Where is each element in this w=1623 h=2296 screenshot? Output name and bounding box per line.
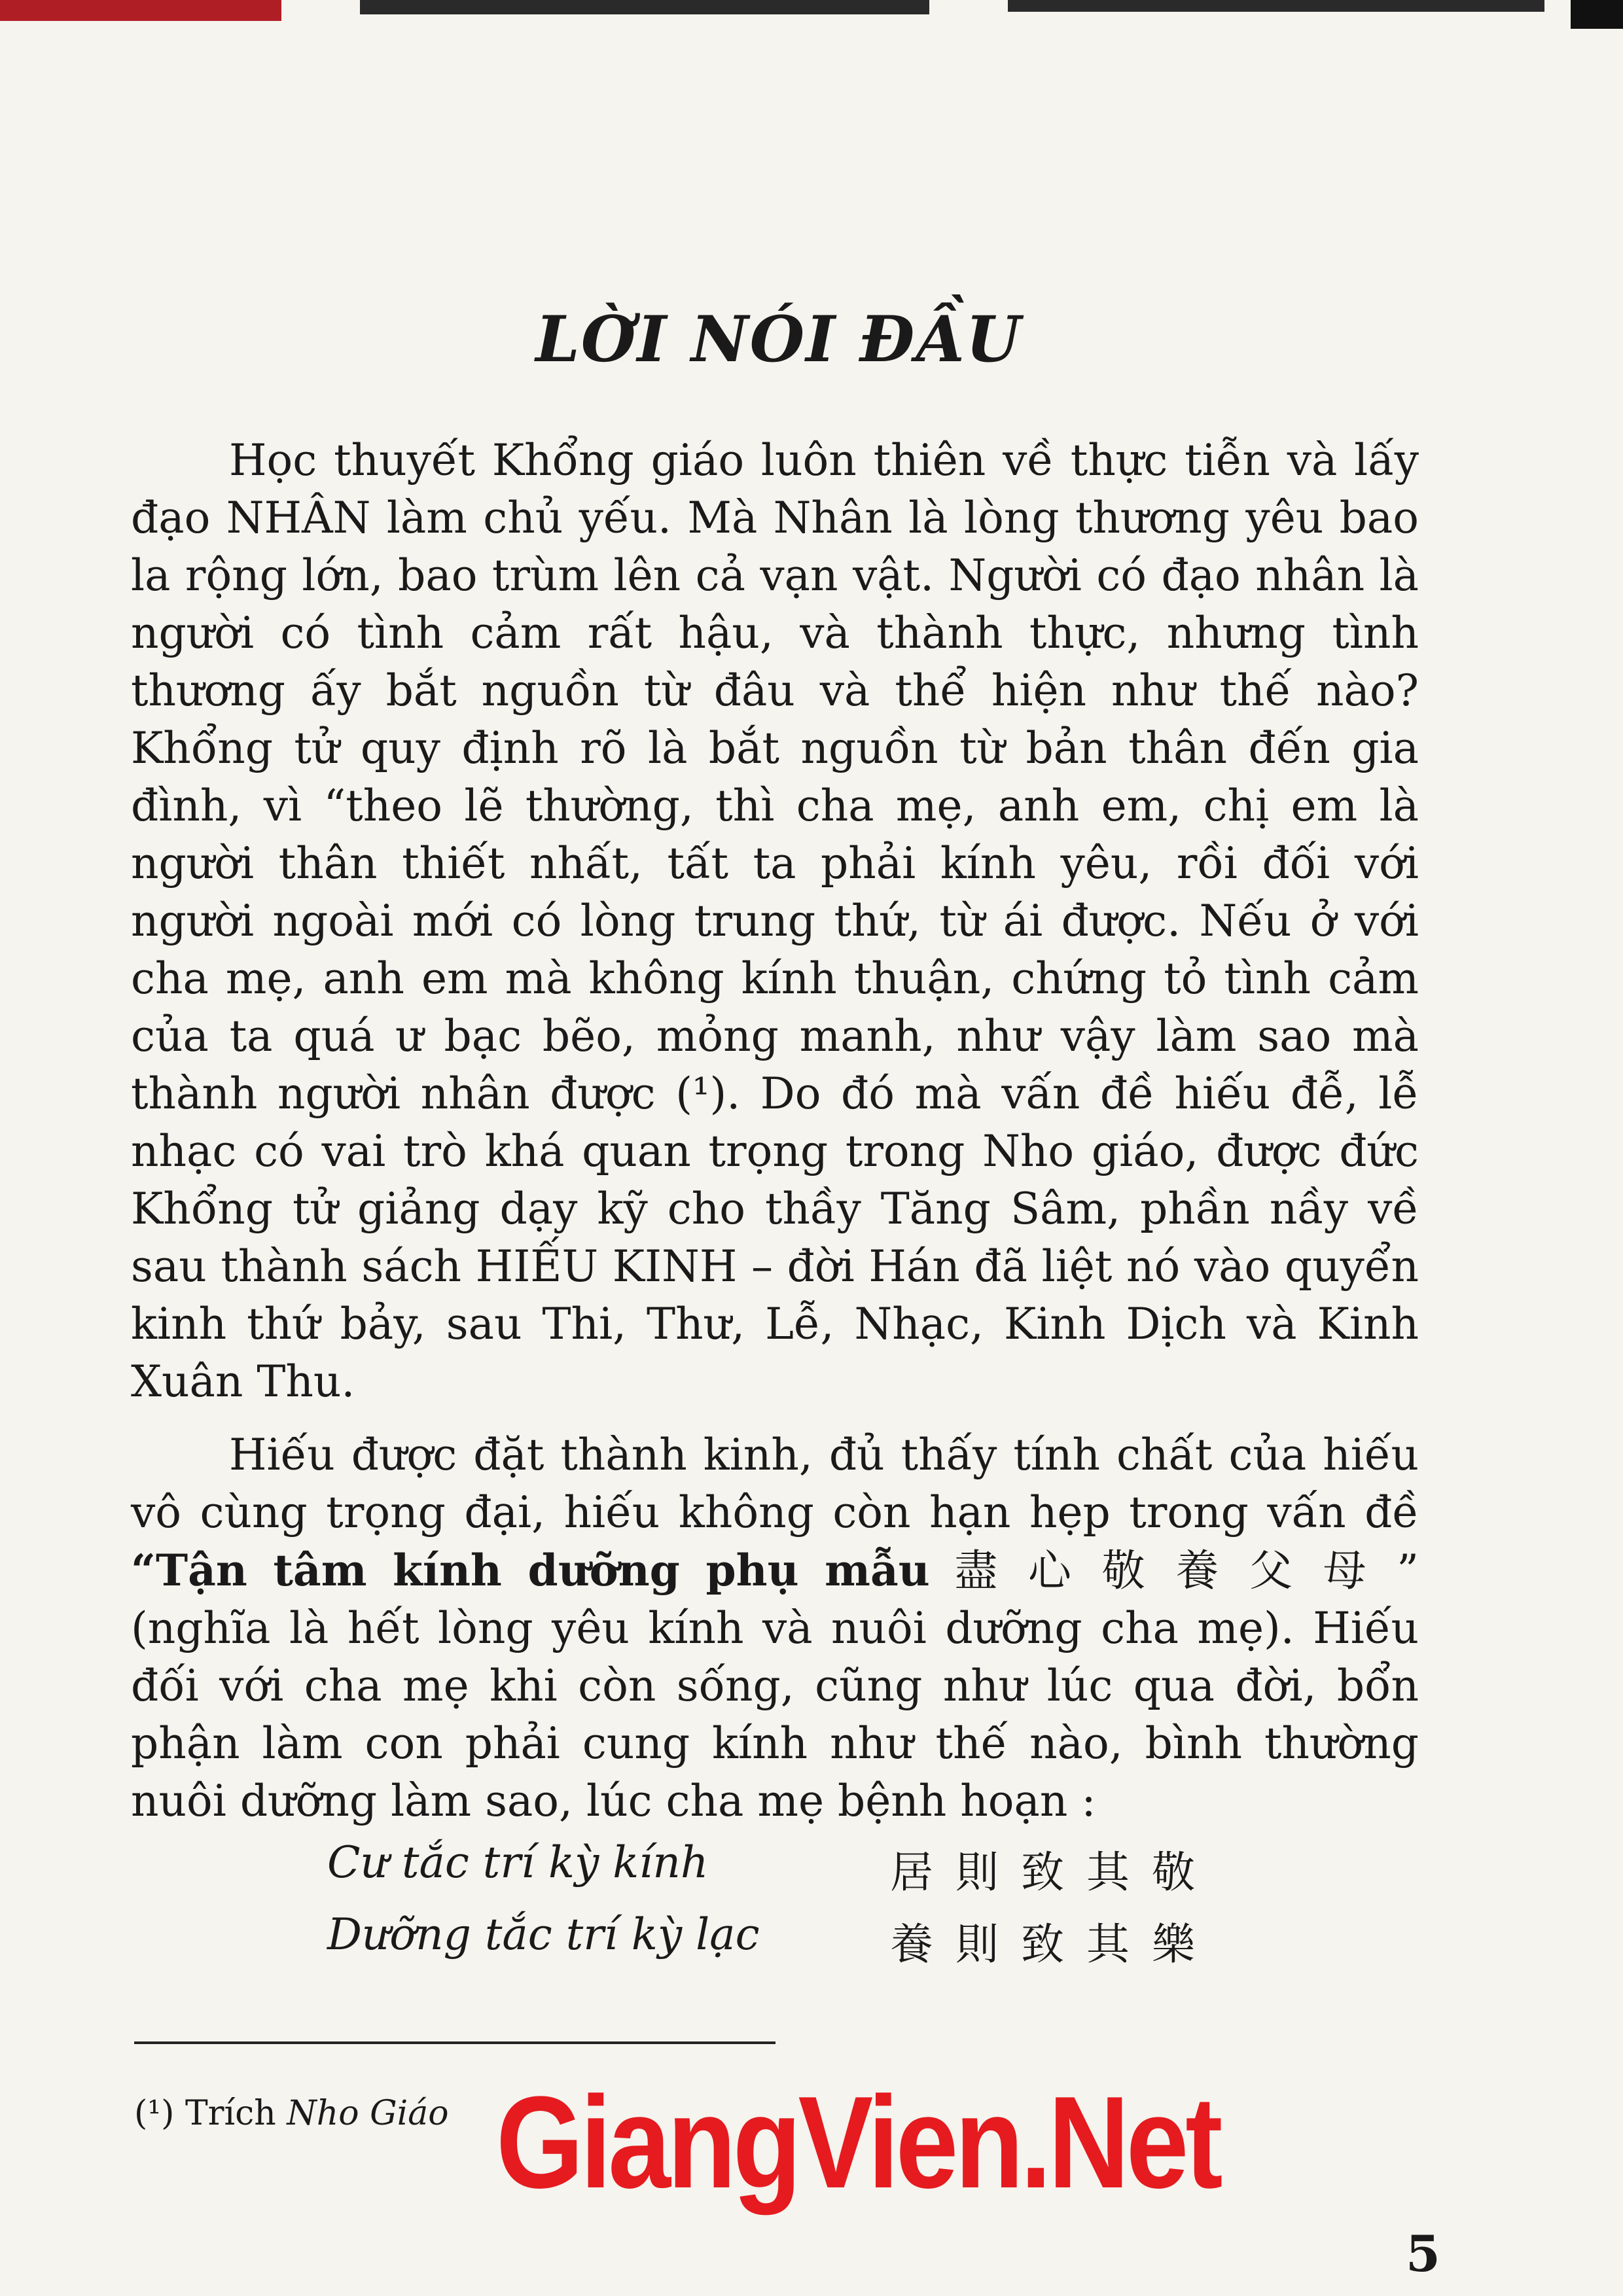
footnote: [134, 2094, 449, 2133]
paragraph-2: [131, 1426, 1419, 1830]
scan-edge-corner: [1571, 0, 1623, 29]
bold-phrase: “Tận tâm kính dưỡng phụ mẫu: [131, 1545, 930, 1596]
footnote-marker: (¹): [134, 2094, 175, 2133]
footnote-divider: [134, 2041, 776, 2044]
scan-edge-dark: [1008, 0, 1544, 12]
paragraph-1: Học thuyết Khổng giáo luôn thiên về thực tiễn và lấy đạo NHÂN làm chủ yếu. Mà Nhân là lòng thương yêu bao la rộng lớn, bao trùm lên cả vạn vật. Người có đạo nhân là người có tình cảm rất hậu, và thành thực, nhưng tình thương ấy bắt nguồn từ đâu và thể hiện như thế nào? Khổng tử quy định rõ là bắt nguồn từ bản thân đến gia đình, vì “theo lẽ thường, thì cha mẹ, anh em, chị em là người thân thiết nhất, tất ta phải kính yêu, rồi đối với người ngoài mới có lòng trung thứ, từ ái được. Nếu ở với cha mẹ, anh em mà không kính thuận, chứng tỏ tình cảm của ta quá ư bạc bẽo, mỏng manh, như vậy làm sao mà thành người nhân được (¹). Do đó mà vấn đề hiếu đễ, lễ nhạc có vai trò khá quan trọng trong Nho giáo, được đức Khổng tử giảng dạy kỹ cho thầy Tăng Sâm, phần nầy về sau thành sách HIẾU KINH – đời Hán đã liệt nó vào quyển kinh thứ bảy, sau Thi, Thư, Lễ, Nhạc, Kinh Dịch và Kinh Xuân Thu.: [131, 435, 1419, 1407]
verse-chinese: 養則致其樂: [890, 1919, 1217, 1969]
page-number: 5: [1406, 2225, 1440, 2283]
footnote-text: Trích: [185, 2094, 276, 2133]
footnote-source: Nho Giáo: [287, 2094, 449, 2133]
paragraph-2-text-before: Hiếu được đặt thành kinh, đủ thấy tính chất của hiếu vô cùng trọng đại, hiếu không còn hạn hẹp trong vấn đề: [131, 1430, 1419, 1538]
verse-line: [327, 1837, 1296, 1903]
verse-vietnamese: Cư tắc trí kỳ kính: [327, 1837, 709, 1888]
scan-edge-red: [0, 0, 281, 21]
verse-line: [327, 1909, 1296, 1975]
watermark-logo: GiangVien.Net: [496, 2070, 1220, 2216]
verse-vietnamese: Dưỡng tắc trí kỳ lạc: [327, 1909, 760, 1960]
chinese-characters: 盡心敬養父母: [954, 1545, 1397, 1596]
verse-chinese: 居則致其敬: [890, 1847, 1217, 1898]
scan-edge-dark: [360, 0, 929, 14]
paragraph-2-text-after: ” (nghĩa là hết lòng yêu kính và nuôi dưỡng cha mẹ). Hiếu đối với cha mẹ khi còn sống, cũng như lúc qua đời, bổn phận làm con phải cung kính như thế nào, bình thường nuôi dưỡng làm sao, lúc cha mẹ bệnh hoạn :: [131, 1545, 1419, 1826]
page-title: LỜI NÓI ĐẦU: [535, 302, 1022, 376]
